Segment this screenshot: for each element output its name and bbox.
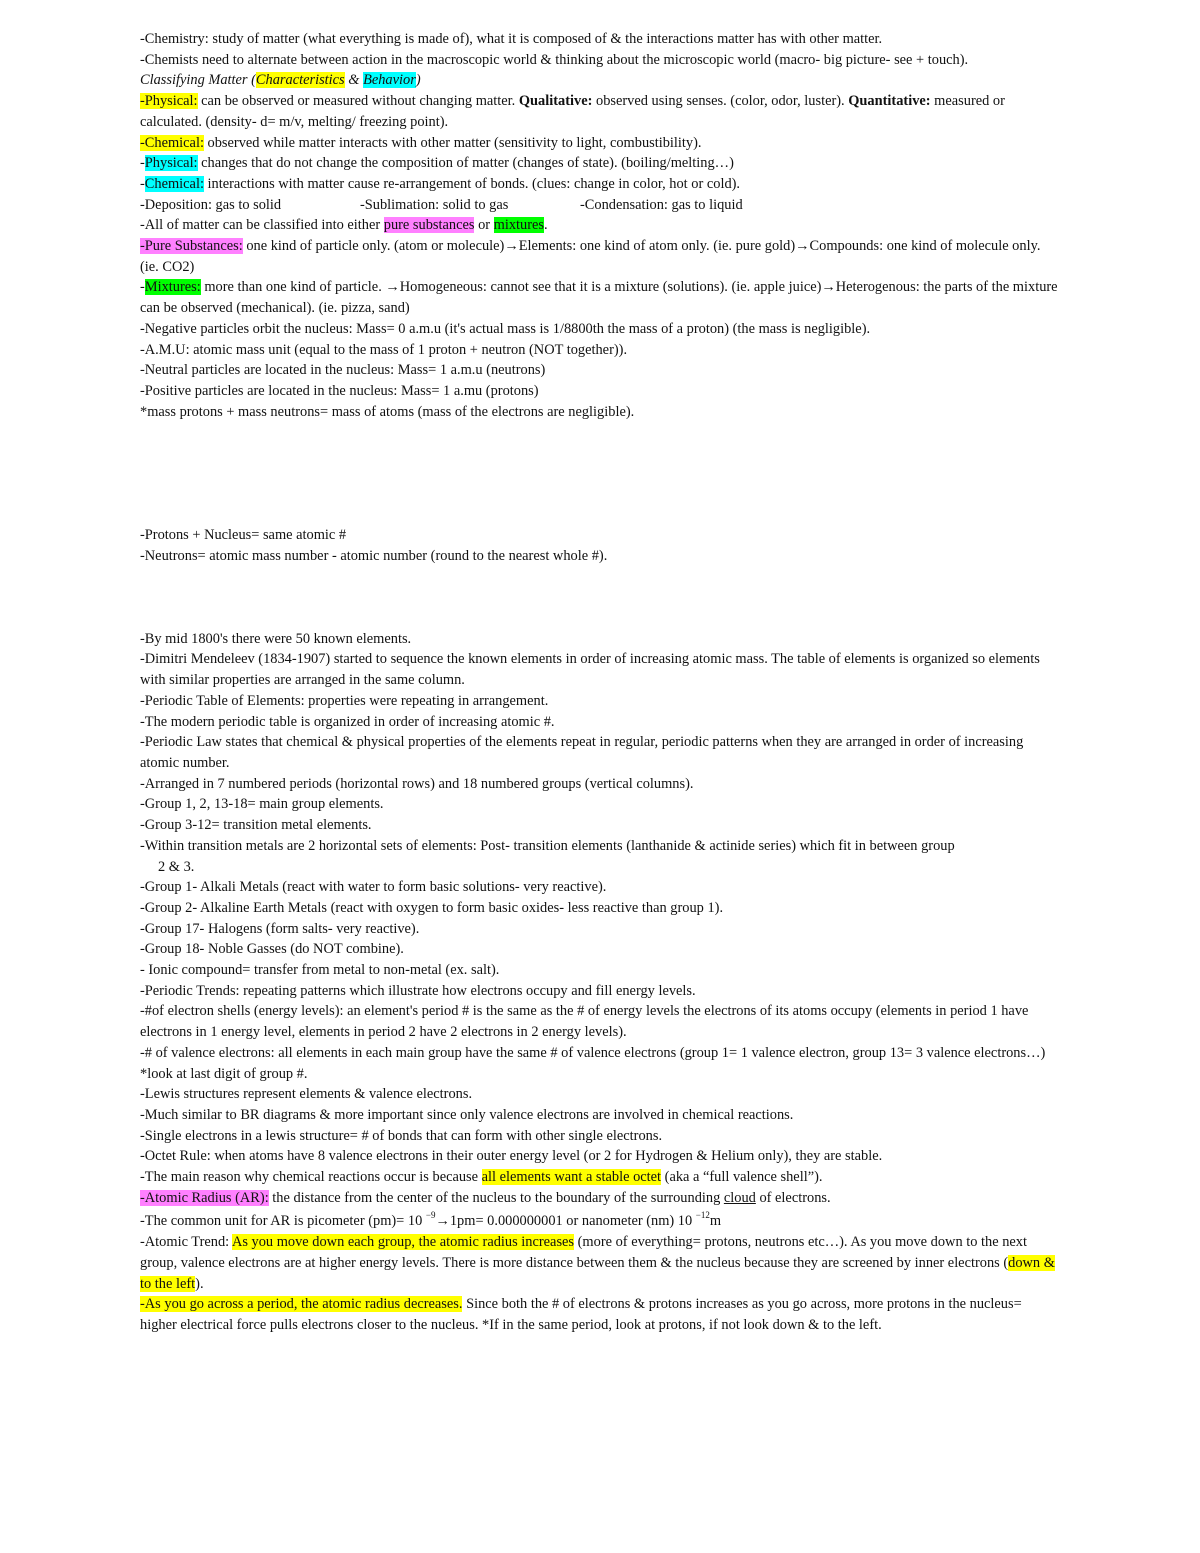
text-line: -Group 1, 2, 13-18= main group elements. xyxy=(140,796,384,813)
section-heading: Classifying Matter (Characteristics & Behavior) xyxy=(140,72,421,89)
text-line: -Lewis structures represent elements & valence electrons. xyxy=(140,1086,473,1103)
text-line: -Within transition metals are 2 horizontal sets of elements: Post- transition elements (lanthanide & actinide series) which fit in between group xyxy=(140,837,955,854)
text-line: -The common unit for AR is picometer (pm)= 10 $^{-9}$→1pm= 0.000000001 or nanometer (nm) 10 $^{-12}$m xyxy=(140,1210,722,1230)
text-line: -Group 3-12= transition metal elements. xyxy=(140,817,372,834)
text-line: -Periodic Trends: repeating patterns which illustrate how electrons occupy and fill energy levels. xyxy=(140,982,696,999)
text-line: -A.M.U: atomic mass unit (equal to the mass of 1 proton + neutron (NOT together)). xyxy=(140,341,628,358)
text-line: - Ionic compound= transfer from metal to non-metal (ex. salt). xyxy=(140,962,500,979)
text-line: -Neutrons= atomic mass number - atomic number (round to the nearest whole #). xyxy=(140,548,608,565)
text-line: -Octet Rule: when atoms have 8 valence electrons in their outer energy level (or 2 for Hydrogen & Helium only), they are stable. xyxy=(140,1148,883,1165)
text-line: -Group 17- Halogens (form salts- very reactive). xyxy=(140,920,420,937)
text-line: -Positive particles are located in the nucleus: Mass= 1 a.mu (protons) xyxy=(140,382,539,399)
text-paragraph: -# of valence electrons: all elements in each main group have the same # of valence electrons (group 1= 1 valence electron, group 13= 3 valence electrons…) *look at last digit of group #. xyxy=(140,1044,1046,1082)
text-line: -Group 18- Noble Gasses (do NOT combine). xyxy=(140,941,404,958)
text-paragraph: -Mixtures: more than one kind of particle. →Homogeneous: cannot see that it is a mixture (solutions). (ie. apple juice)→Heterogenous: the parts of the mixture can be observed (mechanical). (ie. pizza, sand) xyxy=(140,279,1058,317)
text-line: -By mid 1800's there were 50 known elements. xyxy=(140,630,412,647)
text-line: 2 & 3. xyxy=(158,858,195,875)
text-line: -Single electrons in a lewis structure= # of bonds that can form with other single electrons. xyxy=(140,1127,663,1144)
text-line: -Chemistry: study of matter (what everything is made of), what it is composed of & the interactions matter has with other matter. xyxy=(140,31,883,47)
text-line: -Protons + Nucleus= same atomic # xyxy=(140,527,347,544)
text-line: -Negative particles orbit the nucleus: Mass= 0 a.m.u (it's actual mass is 1/8800th the mass of a proton) (the mass is negligible). xyxy=(140,320,871,337)
text-paragraph: -As you go across a period, the atomic radius decreases. Since both the # of electrons & protons increases as you go across, more protons in the nucleus= higher electrical force pulls electrons closer to the nucleus. *If in the same period, look at protons, if not look down & to the left. xyxy=(140,1296,1022,1333)
text-line: -Chemists need to alternate between action in the macroscopic world & thinking about the microscopic world (macro- big picture- see + touch). xyxy=(140,51,969,68)
text-line: -All of matter can be classified into either pure substances or mixtures. xyxy=(140,217,548,234)
text-line: -Group 2- Alkaline Earth Metals (react with oxygen to form basic oxides- less reactive than group 1). xyxy=(140,899,724,916)
text-line: *mass protons + mass neutrons= mass of atoms (mass of the electrons are negligible). xyxy=(140,403,635,420)
text-line: -Much similar to BR diagrams & more important since only valence electrons are involved in chemical reactions. xyxy=(140,1106,794,1123)
text-line: -Atomic Radius (AR): the distance from the center of the nucleus to the boundary of the surrounding cloud of electrons. xyxy=(140,1189,831,1206)
text-paragraph: -Pure Substances: one kind of particle only. (atom or molecule)→Elements: one kind of atom only. (ie. pure gold)→Compounds: one kind of molecule only. (ie. CO2) xyxy=(140,238,1041,275)
text-line: -Neutral particles are located in the nucleus: Mass= 1 a.m.u (neutrons) xyxy=(140,362,546,379)
text-line: -Physical: changes that do not change the composition of matter (changes of state). (boiling/melting…) xyxy=(140,155,734,172)
text-paragraph: -Atomic Trend: As you move down each group, the atomic radius increases (more of everything= protons, neutrons etc…). As you move down to the next group, valence electrons are at higher energy levels. There is more distance between them & the nucleus because they are screened by inner electrons (down & to the left). xyxy=(140,1234,1055,1292)
text-paragraph: -Physical: can be observed or measured without changing matter. Qualitative: observed using senses. (color, odor, luster). Quantitative: measured or calculated. (density- d= m/v, melting/ freezing point). xyxy=(140,93,1005,130)
text-line: -Deposition: gas to solid -Sublimation: solid to gas -Condensation: gas to liquid xyxy=(140,196,743,213)
text-line: -Arranged in 7 numbered periods (horizontal rows) and 18 numbered groups (vertical columns). xyxy=(140,775,694,792)
text-line: -Group 1- Alkali Metals (react with water to form basic solutions- very reactive). xyxy=(140,879,607,896)
blank-space xyxy=(140,422,1060,525)
document-page xyxy=(140,29,1060,1336)
text-paragraph: -#of electron shells (energy levels): an element's period # is the same as the # of energy levels the electrons of its atoms occupy (elements in period 1 have electrons in 1 energy level, elements in period 2 have 2 electrons in 2 energy levels). xyxy=(140,1003,1029,1041)
blank-space xyxy=(140,567,1060,629)
text-paragraph: -Dimitri Mendeleev (1834-1907) started to sequence the known elements in order of increasing atomic mass. The table of elements is organized so elements with similar properties are arranged in the same column. xyxy=(140,651,1040,689)
text-line: -Chemical: interactions with matter cause re-arrangement of bonds. (clues: change in color, hot or cold). xyxy=(140,175,741,192)
text-paragraph: -Periodic Law states that chemical & physical properties of the elements repeat in regular, periodic patterns when they are arranged in order of increasing atomic number. xyxy=(140,734,1024,771)
text-line: -Chemical: observed while matter interacts with other matter (sensitivity to light, combustibility). xyxy=(140,134,702,151)
text-line: -Periodic Table of Elements: properties were repeating in arrangement. xyxy=(140,692,549,709)
text-line: -The modern periodic table is organized in order of increasing atomic #. xyxy=(140,713,555,730)
text-line: -The main reason why chemical reactions occur is because all elements want a stable octet (aka a “full valence shell”). xyxy=(140,1169,823,1186)
